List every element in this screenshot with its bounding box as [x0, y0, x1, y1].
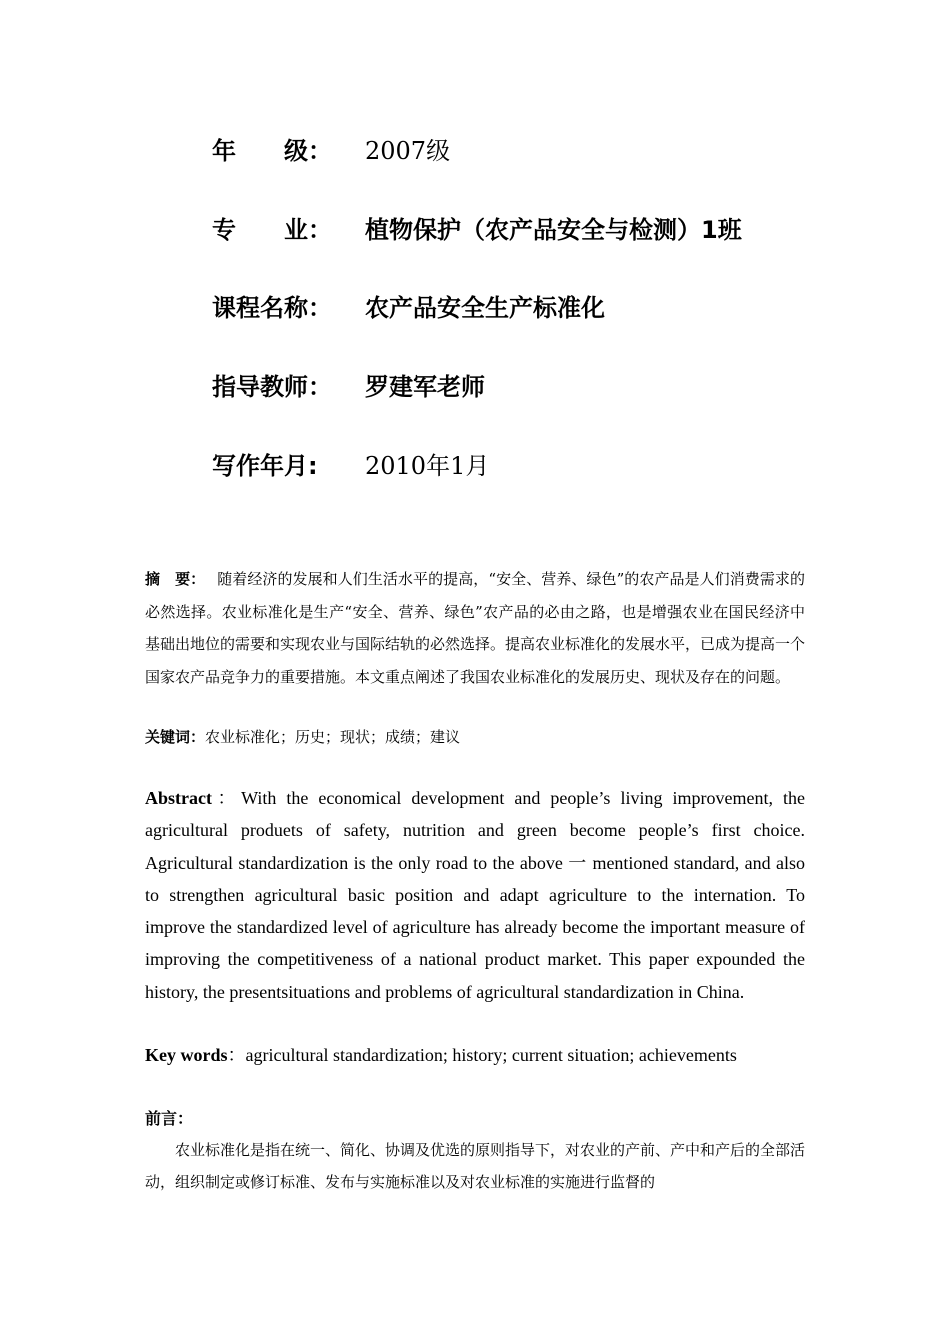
major-value: 植物保护（农产品安全与检测）1班 — [365, 216, 742, 244]
date-value: 2010年1月 — [365, 452, 490, 480]
english-keywords — [145, 1040, 825, 1070]
english-keywords-label: Key words — [145, 1045, 228, 1065]
advisor-value: 罗建军老师 — [365, 373, 485, 401]
preface-body: 农业标准化是指在统一、简化、协调及优选的原则指导下，对农业的产前、产中和产后的全部活动，组织制定或修订标准、发布与实施标准以及对农业标准的实施进行监督的 — [145, 1141, 806, 1191]
chinese-keywords — [145, 722, 805, 752]
english-keywords-separator: ： — [227, 1045, 246, 1065]
preface-title: 前言： — [145, 1109, 194, 1128]
date-label: 写作年月: — [212, 452, 318, 480]
english-abstract — [145, 782, 805, 1008]
chinese-abstract — [145, 563, 805, 693]
major-label: 专 业： — [212, 216, 332, 244]
english-keywords-text: agricultural standardization; history; current situation; achievements — [245, 1045, 737, 1065]
course-value: 农产品安全生产标准化 — [365, 294, 605, 322]
grade-label: 年 级： — [212, 137, 332, 165]
grade-value: 2007级 — [365, 137, 451, 165]
chinese-keywords-label: 关键词： — [145, 728, 206, 746]
english-abstract-label: Abstract — [145, 788, 212, 808]
chinese-abstract-text: 随着经济的发展和人们生活水平的提高，“安全、营养、绿色”的农产品是人们消费需求的必然选择。农业标准化是生产“安全、营养、绿色”农产品的必由之路，也是增强农业在国民经济中基础出地位的需要和实现农业与国际结轨的必然选择。提高农业标准化的发展水平，已成为提高一个国家农产品竞争力的重要措施。本文重点阐述了我国农业标准化的发展历史、现状及存在的问题。 — [145, 570, 806, 686]
chinese-abstract-label: 摘 要： — [145, 570, 206, 588]
english-abstract-separator: ： — [211, 788, 242, 808]
advisor-label: 指导教师： — [212, 373, 332, 401]
english-abstract-text: With the economical development and people’s living improvement, the agricultural produets of safety, nutrition and green become people’s first choice. Agricultural standardization is the only road to the above 一 mentioned standard, and also to strengthen agricultural basic position and adapt agriculture to the internation. To improve the standardized level of agriculture has already become the important measure of improving the competitiveness of a national product market. This paper expounded the history, the presentsituations and problems of agricultural standardization in China. — [145, 788, 805, 1002]
course-label: 课程名称： — [212, 294, 332, 322]
chinese-keywords-text: 农业标准化；历史；现状；成绩；建议 — [205, 728, 461, 746]
